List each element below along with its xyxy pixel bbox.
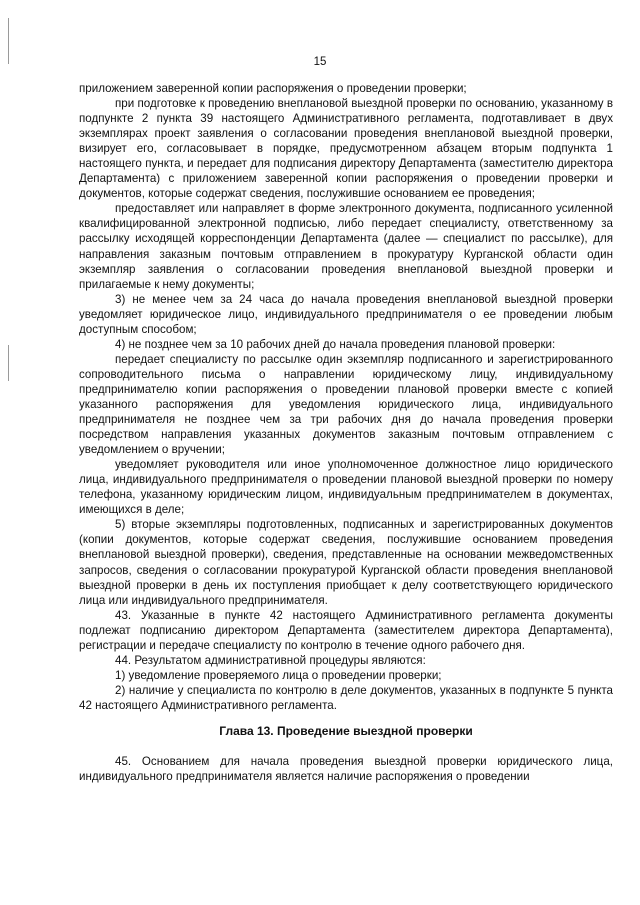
- scan-edge-mark: [8, 345, 9, 381]
- paragraph: предоставляет или направляет в форме электронного документа, подписанного усиленной квалифицированной электронной подписью, либо передает специалисту, ответственному за рассылку исходящей корреспонденции Департамента (далее — специалист по рассылке), для направления заказным почтовым отправлением в прокуратуру Курганской области один экземпляр заявления о согласовании проведения внеплановой выездной проверки и прилагаемые к нему документы;: [79, 202, 613, 291]
- paragraph: приложением заверенной копии распоряжения о проведении проверки;: [79, 82, 467, 95]
- paragraph: 4) не позднее чем за 10 рабочих дней до начала проведения плановой проверки:: [115, 337, 556, 351]
- page-number: 15: [313, 56, 327, 68]
- paragraph: уведомляет руководителя или иное уполномоченное должностное лицо юридического лица, индивидуального предпринимателя о проведении плановой выездной проверки по номеру телефона, указанному юридическим лицом, индивидуальным предпринимателем в документах, имеющихся в деле;: [79, 458, 613, 517]
- paragraph: при подготовке к проведению внеплановой выездной проверки по основанию, указанному в подпункте 2 пункта 39 настоящего Административного регламента, подготавливает в двух экземплярах проект заявления о согласовании проведения внеплановой выездной проверки, визирует его, согласовывает в порядке, предусмотренном абзацем вторым подпункта 1 настоящего пункта, и передает для подписания директору Департамента (заместителю директора Департамента) с приложением заверенной копии распоряжения о проведении проверки и документов, которые содержат сведения, послужившие основанием ее проведения;: [79, 97, 613, 201]
- paragraph: 5) вторые экземпляры подготовленных, подписанных и зарегистрированных документов (копии документов, которые содержат сведения, послужившие основанием проведения внеплановой выездной проверки), сведения, представленные на основании межведомственных запросов, сведения о согласовании прокуратурой Курганской области проведения внеплановой выездной проверки в день их поступления приобщает к делу соответствующего юридического лица или индивидуального предпринимателя.: [79, 518, 613, 607]
- paragraph: 45. Основанием для начала проведения выездной проверки юридического лица, индивидуального предпринимателя является наличие распоряжения о проведении: [79, 755, 613, 784]
- paragraph: 1) уведомление проверяемого лица о проведении проверки;: [115, 668, 442, 682]
- paragraph: 2) наличие у специалиста по контролю в деле документов, указанных в подпункте 5 пункта 42 настоящего Административного регламента.: [79, 683, 613, 712]
- paragraph: 3) не менее чем за 24 часа до начала проведения внеплановой выездной проверки уведомляет юридическое лицо, индивидуального предпринимателя о ее проведении любым доступным способом;: [79, 292, 613, 336]
- paragraph: 43. Указанные в пункте 42 настоящего Административного регламента документы подлежат подписанию директором Департамента (заместителем директора Департамента), регистрации и передаче специалисту по контролю в течение одного рабочего дня.: [79, 608, 613, 652]
- paragraph: 44. Результатом административной процедуры являются:: [115, 653, 426, 667]
- paragraph: передает специалисту по рассылке один экземпляр подписанного и зарегистрированного сопроводительного письма о направлении юридическому лицу, индивидуальному предпринимателю копии распоряжения о проведении плановой проверки вместе с копией указанного распоряжения для уведомления юридического лица, индивидуального предпринимателя не позднее чем за три рабочих дня до начала проведения проверки посредством направления указанных документов заказным почтовым отправлением с уведомлением о вручении;: [79, 352, 613, 457]
- chapter-heading: Глава 13. Проведение выездной проверки: [219, 723, 473, 738]
- document-body: [79, 81, 613, 784]
